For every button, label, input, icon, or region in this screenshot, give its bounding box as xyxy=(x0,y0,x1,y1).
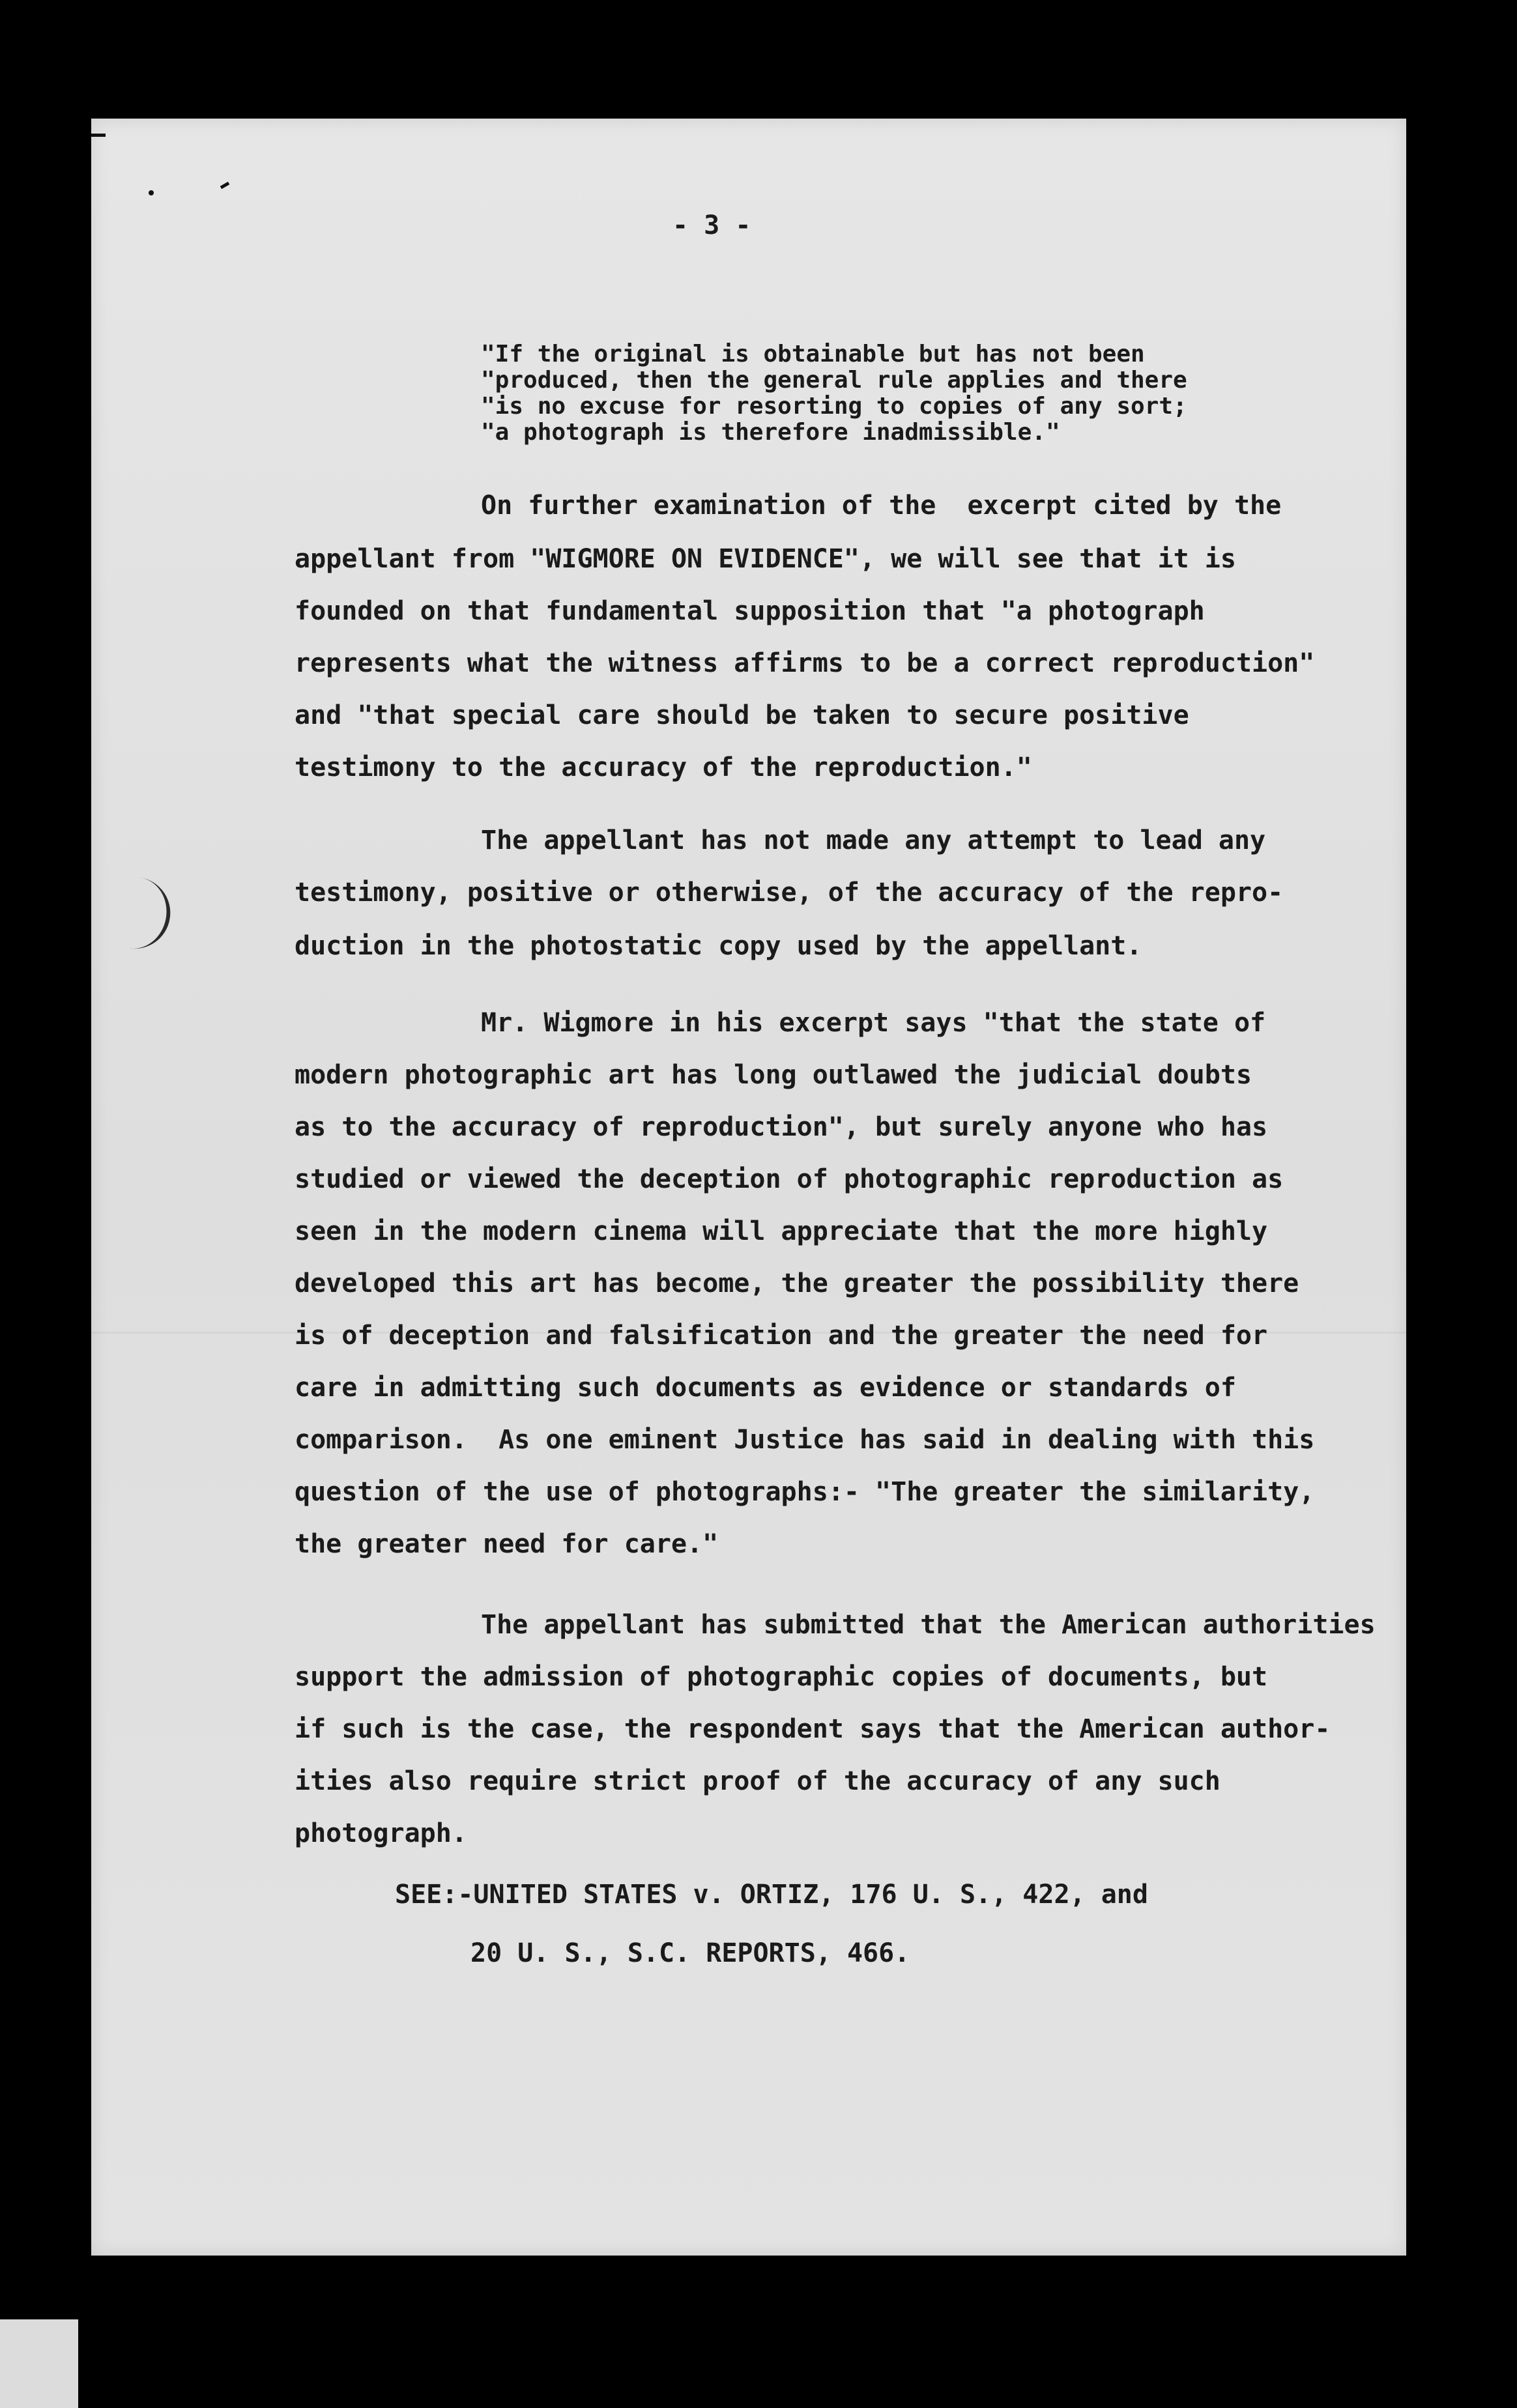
quote-line: "is no excuse for resorting to copies of any sort; xyxy=(481,393,1187,420)
body-line: modern photographic art has long outlawed the judicial doubts xyxy=(295,1060,1252,1090)
body-line: studied or viewed the deception of photographic reproduction as xyxy=(295,1164,1284,1194)
body-line: On further examination of the excerpt cited by the xyxy=(481,491,1282,521)
body-line: is of deception and falsification and the greater the need for xyxy=(295,1321,1268,1351)
body-line: the greater need for care." xyxy=(295,1529,719,1559)
quote-line: "produced, then the general rule applies and there xyxy=(481,367,1187,394)
body-line: Mr. Wigmore in his excerpt says "that the state of xyxy=(481,1008,1266,1038)
page-number: - 3 - xyxy=(672,210,751,240)
body-line: duction in the photostatic copy used by the appellant. xyxy=(295,931,1142,961)
citation-line: SEE:-UNITED STATES v. ORTIZ, 176 U. S., 422, and xyxy=(395,1880,1148,1910)
body-line: question of the use of photographs:- "The greater the similarity, xyxy=(295,1477,1315,1507)
body-line: appellant from "WIGMORE ON EVIDENCE", we will see that it is xyxy=(295,544,1236,574)
body-line: comparison. As one eminent Justice has said in dealing with this xyxy=(295,1425,1315,1455)
body-line: testimony, positive or otherwise, of the accuracy of the repro- xyxy=(295,878,1284,908)
body-line: and "that special care should be taken to secure positive xyxy=(295,700,1189,730)
quote-line: "a photograph is therefore inadmissible." xyxy=(481,419,1060,446)
scan-tab xyxy=(0,2319,78,2408)
body-line: if such is the case, the respondent says that the American author- xyxy=(295,1714,1331,1744)
body-line: The appellant has not made any attempt to lead any xyxy=(481,825,1266,855)
body-line: support the admission of photographic copies of documents, but xyxy=(295,1662,1268,1692)
quote-line: "If the original is obtainable but has not been xyxy=(481,341,1145,367)
body-line: care in admitting such documents as evidence or standards of xyxy=(295,1373,1236,1403)
scan-speck xyxy=(149,190,154,195)
body-line: testimony to the accuracy of the reproduction." xyxy=(295,752,1032,782)
body-line: seen in the modern cinema will appreciate that the more highly xyxy=(295,1216,1268,1246)
scan-speck xyxy=(91,134,106,137)
body-line: as to the accuracy of reproduction", but surely anyone who has xyxy=(295,1112,1268,1142)
body-line: ities also require strict proof of the accuracy of any such xyxy=(295,1766,1221,1796)
body-line: founded on that fundamental supposition that "a photograph xyxy=(295,596,1205,626)
citation-line: 20 U. S., S.C. REPORTS, 466. xyxy=(470,1938,910,1968)
body-line: photograph. xyxy=(295,1818,467,1848)
body-line: developed this art has become, the greater the possibility there xyxy=(295,1268,1299,1298)
body-line: The appellant has submitted that the American authorities xyxy=(481,1610,1376,1640)
body-line: represents what the witness affirms to be a correct reproduction" xyxy=(295,648,1315,678)
